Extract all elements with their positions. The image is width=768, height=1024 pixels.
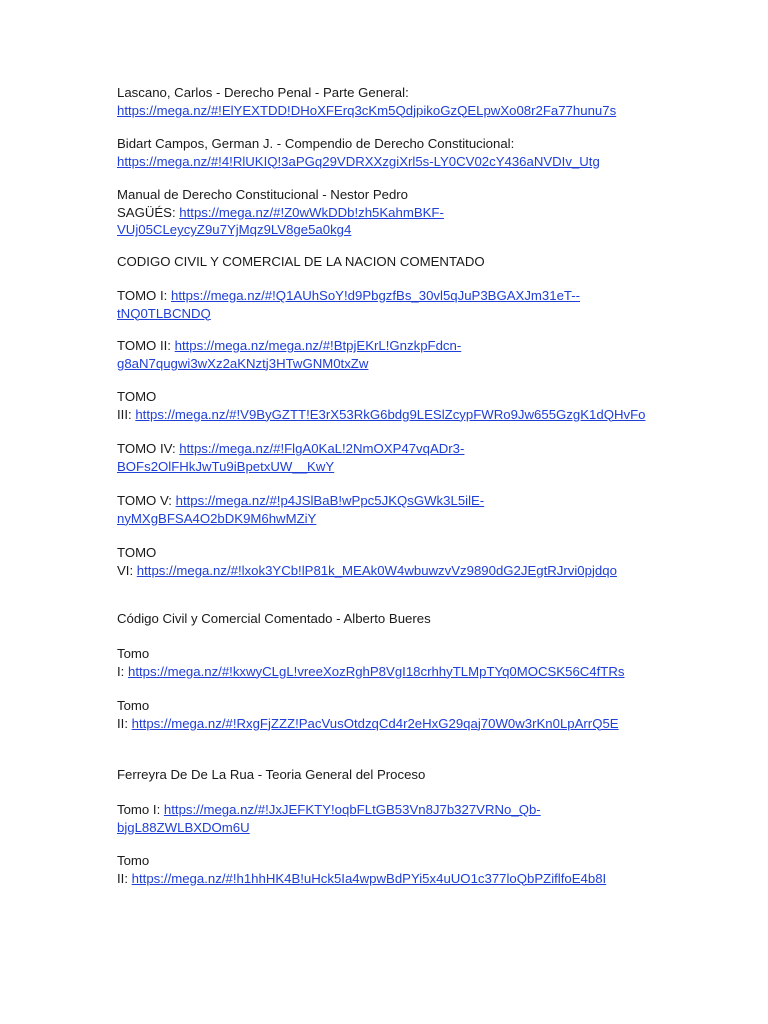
entry-label: SAGÜÉS:: [117, 204, 180, 220]
mega-link[interactable]: https://mega.nz/#!ElYEXTDD!DHoXFErq3cKm5QdjpikoGzQELpwXo08r2Fa77hunu7s: [117, 102, 617, 118]
bueres-tomo-ii: [117, 697, 662, 732]
entry-title: Bidart Campos, German J. - Compendio de Derecho Constitucional:: [117, 136, 515, 151]
tomo-label-line1: Tomo: [117, 853, 150, 868]
section-heading-ferreyra: [117, 766, 662, 784]
mega-link-continued[interactable]: nyMXgBFSA4O2bDK9M6hwMZiY: [117, 510, 317, 526]
mega-link-continued[interactable]: BOFs2OlFHkJwTu9iBpetxUW__KwY: [117, 458, 335, 474]
tomo-label-line1: Tomo: [117, 646, 150, 661]
ferreyra-tomo-ii: [117, 852, 662, 887]
mega-link[interactable]: https://mega.nz/#!p4JSlBaB!wPpc5JKQsGWk3L5ilE-: [175, 493, 485, 508]
ferreyra-tomo-i: [117, 801, 662, 836]
tomo-vi: [117, 544, 662, 579]
tomo-iii: [117, 388, 662, 423]
entry-bidart-campos: [117, 135, 662, 170]
tomo-label: TOMO I:: [117, 288, 171, 303]
mega-link-continued[interactable]: g8aN7qugwi3wXz2aKNztj3HTwGNM0txZw: [117, 355, 369, 371]
tomo-label: III:: [117, 406, 136, 422]
section-heading: Código Civil y Comercial Comentado - Alberto Bueres: [117, 611, 431, 626]
mega-link[interactable]: https://mega.nz/mega.nz/#!BtpjEKrL!GnzkpFdcn-: [174, 338, 462, 353]
mega-link[interactable]: https://mega.nz/#!V9ByGZTT!E3rX53RkG6bdg9LESlZcypFWRo9Jw655GzgK1dQHvFo: [135, 406, 646, 422]
entry-title: Manual de Derecho Constitucional - Nestor Pedro: [117, 187, 409, 202]
tomo-label: VI:: [117, 562, 137, 578]
entry-sagues: [117, 186, 662, 239]
mega-link-continued[interactable]: tNQ0TLBCNDQ: [117, 305, 211, 321]
entry-lascano: [117, 84, 662, 119]
tomo-i: [117, 287, 662, 322]
mega-link-continued[interactable]: VUj05CLeycyZ9u7YjMqz9LV8ge5a0kg4: [117, 222, 352, 237]
tomo-label-line1: TOMO: [117, 545, 157, 560]
bueres-tomo-i: [117, 645, 662, 680]
mega-link[interactable]: https://mega.nz/#!lxok3YCb!lP81k_MEAk0W4wbuwzvVz9890dG2JEgtRJrvi0pjdqo: [136, 562, 617, 578]
mega-link-continued[interactable]: bjgL88ZWLBXDOm6U: [117, 819, 250, 835]
tomo-label: II:: [117, 715, 132, 731]
tomo-label-line1: Tomo: [117, 698, 150, 713]
section-heading-bueres: [117, 610, 662, 628]
tomo-label: Tomo I:: [117, 802, 164, 817]
tomo-label-line1: TOMO: [117, 389, 157, 404]
mega-link[interactable]: https://mega.nz/#!4!RlUKIQ!3aPGq29VDRXXzgiXrl5s-LY0CV02cY436aNVDIv_Utg: [117, 153, 600, 169]
section-heading-codigo-civil: [117, 253, 662, 271]
section-heading: Ferreyra De De La Rua - Teoria General del Proceso: [117, 767, 426, 782]
entry-title: Lascano, Carlos - Derecho Penal - Parte General:: [117, 85, 409, 100]
section-heading: CODIGO CIVIL Y COMERCIAL DE LA NACION COMENTADO: [117, 254, 485, 269]
tomo-label: TOMO V:: [117, 493, 176, 508]
tomo-label: TOMO II:: [117, 338, 175, 353]
mega-link[interactable]: https://mega.nz/#!h1hhHK4B!uHck5Ia4wpwBdPYi5x4uUO1c377loQbPZiflfoE4b8I: [131, 870, 607, 886]
mega-link[interactable]: https://mega.nz/#!kxwyCLgL!vreeXozRghP8VgI18crhhyTLMpTYq0MOCSK56C4fTRs: [128, 663, 625, 679]
tomo-label: I:: [117, 663, 128, 679]
tomo-v: [117, 492, 662, 527]
mega-link[interactable]: https://mega.nz/#!JxJEFKTY!oqbFLtGB53Vn8J7b327VRNo_Qb-: [163, 802, 541, 817]
mega-link[interactable]: https://mega.nz/#!FlgA0KaL!2NmOXP47vqADr3-: [179, 441, 465, 456]
mega-link[interactable]: https://mega.nz/#!RxgFjZZZ!PacVusOtdzqCd4r2eHxG29qaj70W0w3rKn0LpArrQ5E: [131, 715, 619, 731]
mega-link[interactable]: https://mega.nz/#!Q1AUhSoY!d9PbgzfBs_30vl5qJuP3BGAXJm31eT--: [170, 288, 581, 303]
tomo-iv: [117, 440, 662, 475]
mega-link[interactable]: https://mega.nz/#!Z0wWkDDb!zh5KahmBKF-: [179, 204, 444, 220]
tomo-label: II:: [117, 870, 132, 886]
tomo-label: TOMO IV:: [117, 441, 180, 456]
tomo-ii: [117, 337, 662, 372]
